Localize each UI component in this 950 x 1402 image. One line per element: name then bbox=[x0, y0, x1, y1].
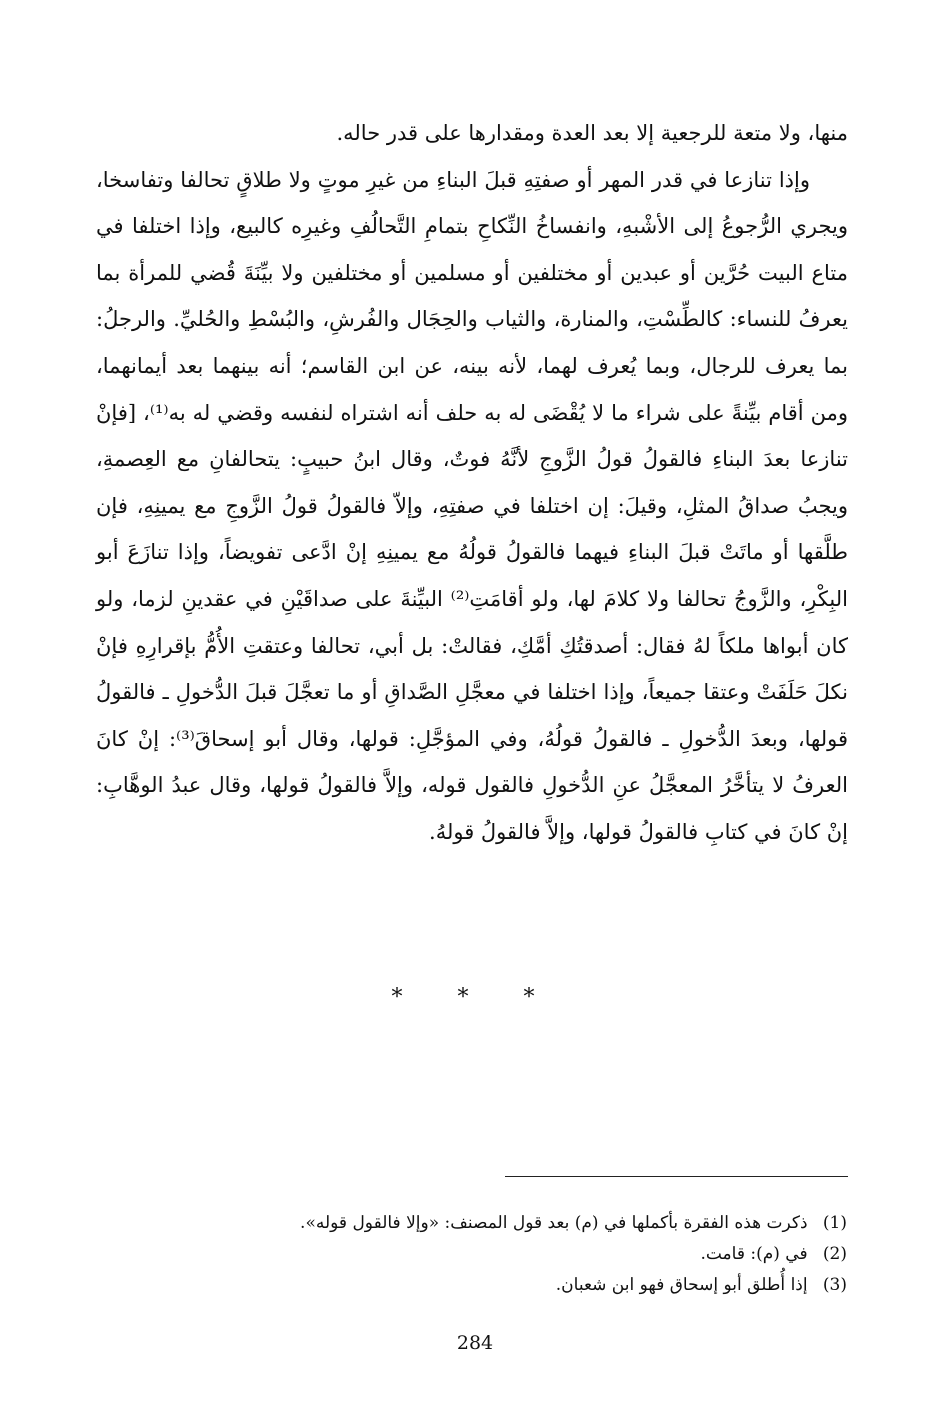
main-text bbox=[96, 110, 848, 856]
paragraph-2: وإذا تنازعا في قدر المهر أو صفتِهِ قبلَ البناءِ من غيرِ موتٍ ولا طلاقٍ تحالفا وتفاسخا، ويجري الرُّجوعُ إلى الأشْبهِ، وانفساخُ النِّكاحِ بتمامِ التَّحالُفِ وغيرِه كالبيع، وإذا اختلفا في متاع البيت حُرَّين أو عبدين أو مختلفين أو مسلمين أو مختلفين ولا بيِّنَةَ قُضي للمرأة بما يعرفُ للنساء: كالطِّسْتِ، والمنارة، والثياب والحِجَال والفُرشِ، والبُسْطِ والحُليِّ. والرجلُ: بما يعرف للرجال، وبما يُعرف لهما، لأنه بينه، عن ابن القاسم؛ أنه بينهما بعد أيمانهما، ومن أقام بيِّنةً على شراء ما لا يُقْضَى له به حلف أنه اشتراه لنفسه وقضي له به⁽¹⁾، [فإنْ تنازعا بعدَ البناءِ فالقولُ قولُ الزَّوجِ لأنَّهُ فوتٌ، وقال ابنُ حبيبٍ: يتحالفانِ مع العِصمةِ، ويجبُ صداقُ المثلِ، وقيلَ: إن اختلفا في صفتِهِ، وإلاّ فالقولُ قولُ الزَّوجِ مع يمينِهِ، فإن طلَّقها أو ماتَتْ قبلَ البناءِ فيهما فالقولُ قولُهُ مع يمينِهِ إنْ ادَّعى تفويضاً، وإذا تنازَعَ أبو البِكْرِ، والزَّوجُ تحالفا ولا كلامَ لها، ولو أقامَتِ⁽²⁾ البيِّنةَ على صداقَيْنِ في عقدينِ لزما، ولو كان أبواها ملكاً لهُ فقال: أصدقتُكِ أمَّكِ، فقالتْ: بل أبي، تحالفا وعتقتِ الأُمُّ بإقرارِهِ فإنْ نكلَ حَلَفَتْ وعتقا جميعاً، وإذا اختلفا في معجَّلِ الصَّداقِ أو ما تعجَّلَ قبلَ الدُّخولِ ـ فالقولُ قولها، وبعدَ الدُّخولِ ـ فالقولُ قولُهُ، وفي المؤجَّلِ: قولها، وقال أبو إسحاقَ⁽³⁾: إنْ كانَ العرفُ لا يتأخَّرُ المعجَّلُ عنِ الدُّخولِ فالقول قوله، وإلاَّ فالقولُ قولها، وقال عبدُ الوهَّابِ: إنْ كانَ في كتابِ فالقولُ قولها، وإلاَّ فالقولُ قولهُ. bbox=[96, 167, 849, 844]
footnote-number: (3) bbox=[822, 1275, 847, 1295]
page-number: 284 bbox=[456, 1332, 494, 1354]
footnote-text: في (م): قامت. bbox=[700, 1244, 808, 1264]
footnote-3 bbox=[147, 1270, 847, 1301]
footnote-text: ذكرت هذه الفقرة بأكملها في (م) بعد قول المصنف: «وإلا فالقول قوله». bbox=[300, 1213, 808, 1233]
section-separator: * * * bbox=[391, 985, 559, 1010]
footnote-number: (1) bbox=[822, 1213, 847, 1233]
footnote-2 bbox=[147, 1239, 847, 1270]
footnote-text: إذا أُطلق أبو إسحاق فهو ابن شعبان. bbox=[555, 1275, 808, 1295]
footnote-divider bbox=[505, 1176, 848, 1177]
footnote-1 bbox=[147, 1208, 847, 1239]
footnote-number: (2) bbox=[822, 1244, 847, 1264]
paragraph-1: منها، ولا متعة للرجعية إلا بعد العدة ومقدارها على قدر حاله. bbox=[336, 121, 848, 145]
footnotes-list bbox=[147, 1208, 847, 1301]
